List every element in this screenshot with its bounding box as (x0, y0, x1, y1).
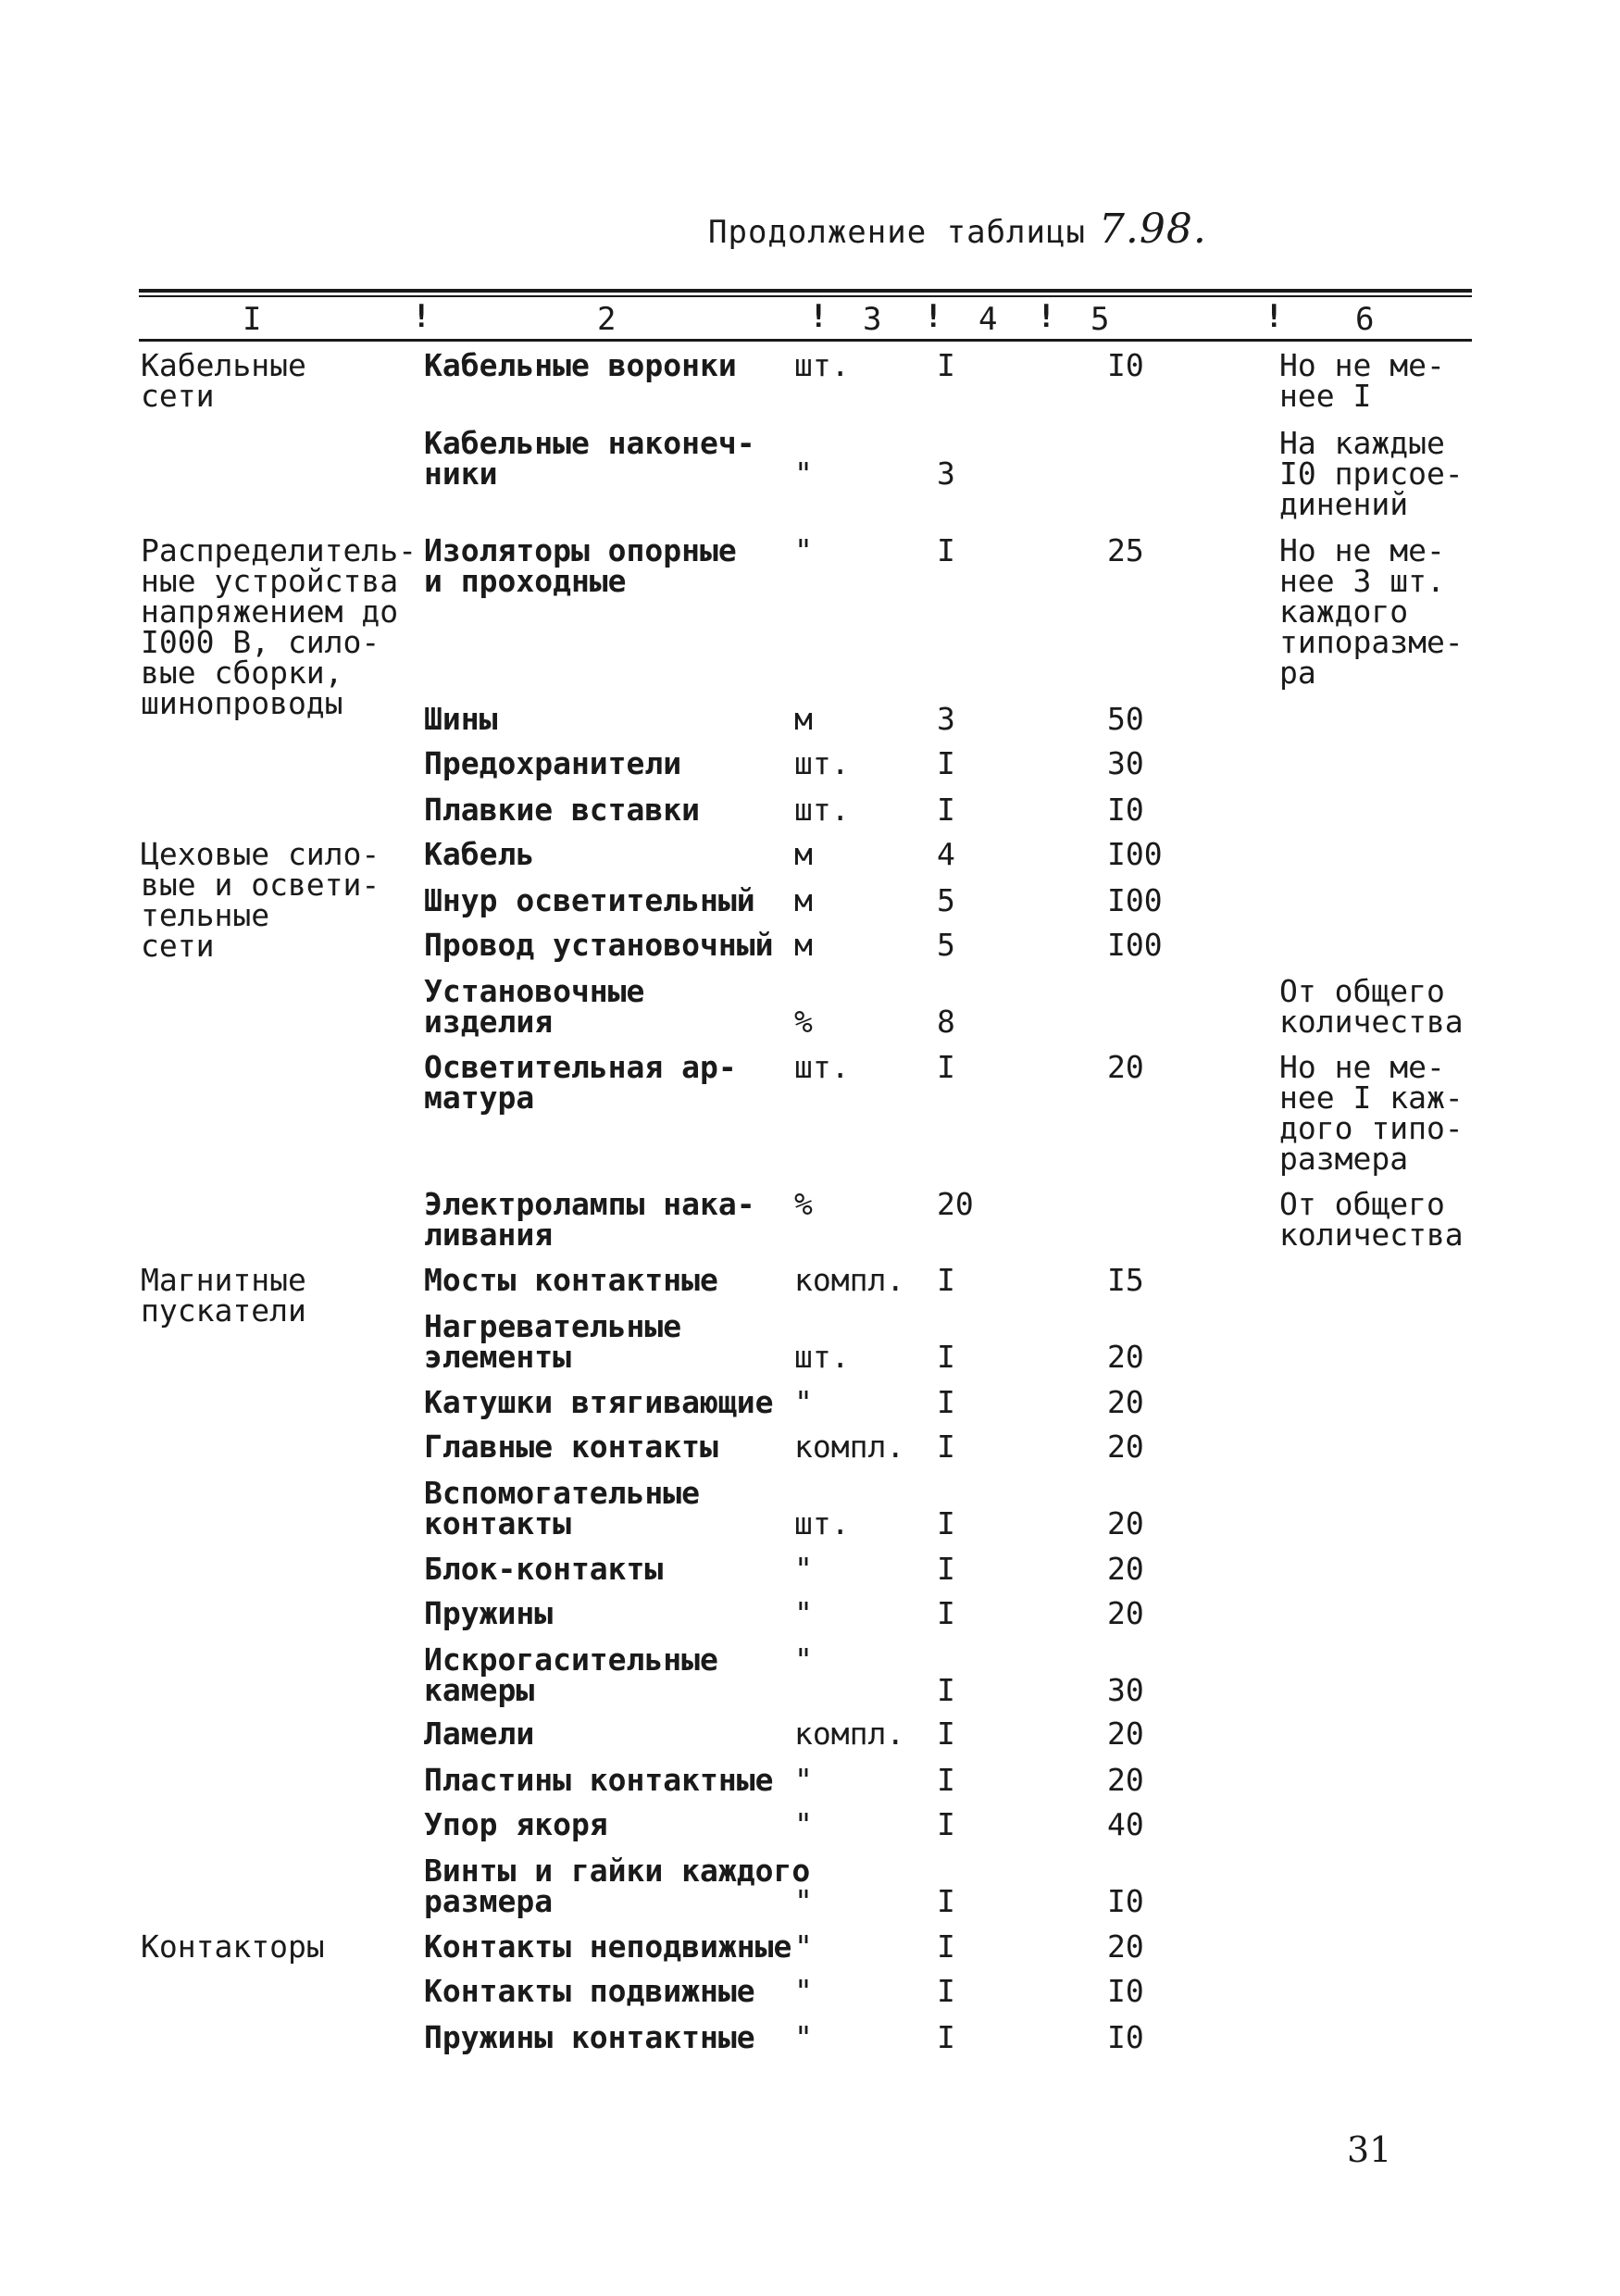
base-count-cell: I00 (1107, 882, 1163, 918)
base-count-cell: 30 (1107, 1672, 1144, 1708)
quantity-cell: 20 (937, 1186, 974, 1222)
quantity-cell: I (937, 745, 955, 781)
quantity-cell: 5 (937, 927, 955, 963)
unit-cell: шт. (794, 1339, 850, 1375)
quantity-cell: I (937, 1551, 955, 1587)
item-name-cell: Искрогасительные камеры (424, 1641, 718, 1708)
note-cell: От общего количества (1279, 973, 1464, 1040)
header-separator: ! (412, 298, 431, 335)
quantity-cell: I (937, 1505, 955, 1541)
header-col-5: 5 (1090, 301, 1110, 338)
base-count-cell: I0 (1107, 1973, 1144, 2009)
header-separator: ! (1265, 298, 1284, 335)
unit-cell: " (794, 1595, 813, 1631)
base-count-cell: 20 (1107, 1551, 1144, 1587)
header-col-4: 4 (978, 301, 998, 338)
note-cell: На каждые I0 присое- динений (1279, 425, 1464, 522)
quantity-cell: I (937, 1716, 955, 1752)
item-name-cell: Шнур осветительный (424, 882, 755, 918)
quantity-cell: I (937, 532, 955, 568)
item-name-cell: Ламели (424, 1716, 535, 1752)
item-name-cell: Контакты подвижные (424, 1973, 755, 2009)
item-name-cell: Осветительная ар- матура (424, 1049, 737, 1116)
base-count-cell: I00 (1107, 927, 1163, 963)
base-count-cell: I0 (1107, 1883, 1144, 1919)
note-cell: Но не ме- нее I (1279, 347, 1445, 414)
table-top-rule-thin (139, 295, 1472, 297)
quantity-cell: I (937, 1049, 955, 1085)
table-continuation-title (708, 206, 1207, 253)
base-count-cell: 20 (1107, 1762, 1144, 1798)
header-col-1: I (243, 301, 262, 338)
item-name-cell: Мосты контактные (424, 1262, 718, 1298)
table-top-rule (139, 289, 1472, 293)
quantity-cell: I (937, 1384, 955, 1420)
unit-cell: м (794, 701, 813, 737)
quantity-cell: 3 (937, 455, 955, 492)
unit-cell: % (794, 1004, 813, 1040)
item-name-cell: Блок-контакты (424, 1551, 664, 1587)
item-name-cell: Электролампы нака- ливания (424, 1186, 755, 1253)
quantity-cell: I (937, 1973, 955, 2009)
note-cell: Но не ме- нее 3 шт. каждого типоразме- ра (1279, 532, 1464, 691)
section-cell: Цеховые сило- вые и освети- тельные сети (141, 836, 380, 964)
base-count-cell: 20 (1107, 1339, 1144, 1375)
unit-cell: шт. (794, 1505, 850, 1541)
section-cell: Распределитель- ные устройства напряжением до I000 В, сило- вые сборки, шинопроводы (141, 532, 417, 721)
quantity-cell: I (937, 347, 955, 383)
base-count-cell: I0 (1107, 2019, 1144, 2055)
item-name-cell: Упор якоря (424, 1806, 608, 1842)
quantity-cell: I (937, 792, 955, 828)
header-separator: ! (1037, 298, 1056, 335)
base-count-cell: 20 (1107, 1505, 1144, 1541)
unit-cell: " (794, 1973, 813, 2009)
note-cell: Но не ме- нее I каж- дого типо- размера (1279, 1049, 1464, 1177)
item-name-cell: Пружины (424, 1595, 554, 1631)
item-name-cell: Катушки втягивающие (424, 1384, 774, 1420)
unit-cell: " (794, 1883, 813, 1919)
unit-cell: компл. (794, 1262, 905, 1298)
base-count-cell: 25 (1107, 532, 1144, 568)
header-separator: ! (809, 298, 829, 335)
item-name-cell: Винты и гайки каждого размера (424, 1853, 811, 1919)
title-text: Продолжение таблицы (708, 214, 1086, 251)
unit-cell: " (794, 1928, 813, 1965)
unit-cell: " (794, 1551, 813, 1587)
quantity-cell: 4 (937, 836, 955, 872)
base-count-cell: 30 (1107, 745, 1144, 781)
header-col-3: 3 (863, 301, 882, 338)
unit-cell: " (794, 1384, 813, 1420)
unit-cell: " (794, 1762, 813, 1798)
unit-cell: шт. (794, 792, 850, 828)
unit-cell: м (794, 927, 813, 963)
quantity-cell: I (937, 1595, 955, 1631)
section-cell: Кабельные сети (141, 347, 306, 414)
unit-cell: % (794, 1186, 813, 1222)
unit-cell: " (794, 455, 813, 492)
quantity-cell: 8 (937, 1004, 955, 1040)
quantity-cell: I (937, 1883, 955, 1919)
item-name-cell: Контакты неподвижные (424, 1928, 792, 1965)
quantity-cell: I (937, 1928, 955, 1965)
item-name-cell: Предохранители (424, 745, 682, 781)
item-name-cell: Главные контакты (424, 1429, 718, 1465)
item-name-cell: Вспомогательные контакты (424, 1475, 701, 1541)
base-count-cell: 20 (1107, 1384, 1144, 1420)
quantity-cell: I (937, 2019, 955, 2055)
quantity-cell: 5 (937, 882, 955, 918)
quantity-cell: I (937, 1429, 955, 1465)
base-count-cell: 20 (1107, 1928, 1144, 1965)
quantity-cell: I (937, 1762, 955, 1798)
header-col-2: 2 (597, 301, 617, 338)
base-count-cell: 40 (1107, 1806, 1144, 1842)
item-name-cell: Кабельные воронки (424, 347, 737, 383)
table-number: 7.98. (1098, 206, 1207, 253)
item-name-cell: Провод установочный (424, 927, 774, 963)
unit-cell: шт. (794, 745, 850, 781)
header-separator: ! (924, 298, 943, 335)
quantity-cell: I (937, 1262, 955, 1298)
base-count-cell: 20 (1107, 1595, 1144, 1631)
quantity-cell: I (937, 1806, 955, 1842)
section-cell: Контакторы (141, 1928, 325, 1965)
note-cell: От общего количества (1279, 1186, 1464, 1253)
item-name-cell: Нагревательные элементы (424, 1308, 682, 1375)
unit-cell: компл. (794, 1429, 905, 1465)
header-bottom-rule (139, 339, 1472, 342)
header-col-6: 6 (1355, 301, 1375, 338)
base-count-cell: I5 (1107, 1262, 1144, 1298)
base-count-cell: 50 (1107, 701, 1144, 737)
unit-cell: шт. (794, 347, 850, 383)
page-number: 31 (1347, 2129, 1392, 2170)
base-count-cell: 20 (1107, 1049, 1144, 1085)
unit-cell: " (794, 1641, 813, 1678)
unit-cell: м (794, 836, 813, 872)
base-count-cell: I00 (1107, 836, 1163, 872)
unit-cell: м (794, 882, 813, 918)
item-name-cell: Установочные изделия (424, 973, 645, 1040)
base-count-cell: I0 (1107, 347, 1144, 383)
unit-cell: " (794, 1806, 813, 1842)
quantity-cell: I (937, 1672, 955, 1708)
quantity-cell: I (937, 1339, 955, 1375)
unit-cell: шт. (794, 1049, 850, 1085)
item-name-cell: Плавкие вставки (424, 792, 701, 828)
item-name-cell: Шины (424, 701, 498, 737)
unit-cell: " (794, 2019, 813, 2055)
item-name-cell: Кабельные наконеч- ники (424, 425, 755, 492)
base-count-cell: I0 (1107, 792, 1144, 828)
item-name-cell: Кабель (424, 836, 535, 872)
section-cell: Магнитные пускатели (141, 1262, 306, 1329)
unit-cell: компл. (794, 1716, 905, 1752)
item-name-cell: Пружины контактные (424, 2019, 755, 2055)
base-count-cell: 20 (1107, 1429, 1144, 1465)
base-count-cell: 20 (1107, 1716, 1144, 1752)
item-name-cell: Пластины контактные (424, 1762, 774, 1798)
unit-cell: " (794, 532, 813, 568)
item-name-cell: Изоляторы опорные и проходные (424, 532, 737, 599)
quantity-cell: 3 (937, 701, 955, 737)
